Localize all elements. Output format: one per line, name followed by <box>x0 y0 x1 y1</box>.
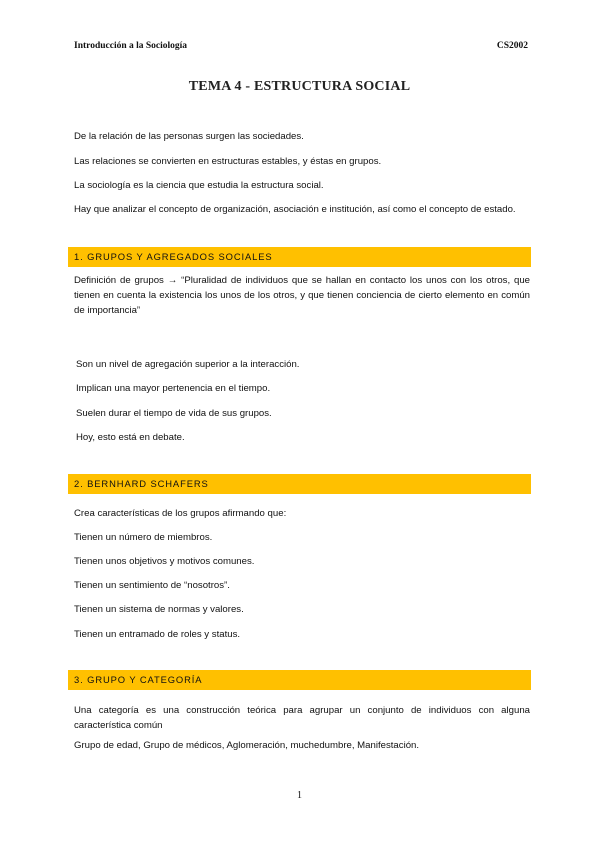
section-heading-band <box>68 670 531 690</box>
schafers-item-3: Tienen un sentimiento de “nosotros”. <box>74 580 230 591</box>
group-bullet-1: Son un nivel de agregación superior a la interacción. <box>76 359 300 370</box>
schafers-item-1: Tienen un número de miembros. <box>74 532 213 543</box>
section-heading-3: 3. GRUPO Y CATEGORÍA <box>74 674 203 685</box>
section-heading-band <box>68 247 531 267</box>
category-examples: Grupo de edad, Grupo de médicos, Aglomeración, muchedumbre, Manifestación. <box>74 740 420 751</box>
schafers-intro: Crea características de los grupos afirmando que: <box>74 508 287 519</box>
schafers-item-4: Tienen un sistema de normas y valores. <box>74 604 244 615</box>
document-title: TEMA 4 - ESTRUCTURA SOCIAL <box>188 79 411 94</box>
category-definition: Una categoría es una construcción teórica para agrupar un conjunto de individuos con alguna característica común <box>74 705 530 731</box>
group-bullet-4: Hoy, esto está en debate. <box>76 432 185 443</box>
intro-paragraph-4: Hay que analizar el concepto de organización, asociación e institución, así como el concepto de estado. <box>74 204 516 215</box>
group-bullet-2: Implican una mayor pertenencia en el tiempo. <box>76 383 271 394</box>
header-course-code: CS2002 <box>496 41 528 51</box>
schafers-item-2: Tienen unos objetivos y motivos comunes. <box>74 556 255 567</box>
group-bullet-3: Suelen durar el tiempo de vida de sus grupos. <box>76 408 272 419</box>
header-course-title: Introducción a la Sociología <box>74 41 188 51</box>
group-definition: Definición de grupos → “Pluralidad de individuos que se hallan en contacto los unos con los otros, que tienen en cuenta la existencia los unos de los otros, y que tienen conciencia de cierto elemento en común de importancia” <box>74 275 530 316</box>
section-heading-1: 1. GRUPOS Y AGREGADOS SOCIALES <box>74 251 273 262</box>
section-heading-band <box>68 474 531 494</box>
intro-paragraph-3: La sociología es la ciencia que estudia la estructura social. <box>74 180 324 191</box>
intro-paragraph-1: De la relación de las personas surgen las sociedades. <box>74 131 304 142</box>
intro-paragraph-2: Las relaciones se convierten en estructuras estables, y éstas en grupos. <box>74 156 382 167</box>
page-number: 1 <box>297 790 302 801</box>
schafers-item-5: Tienen un entramado de roles y status. <box>74 629 241 640</box>
section-heading-2: 2. BERNHARD SCHAFERS <box>74 478 209 489</box>
